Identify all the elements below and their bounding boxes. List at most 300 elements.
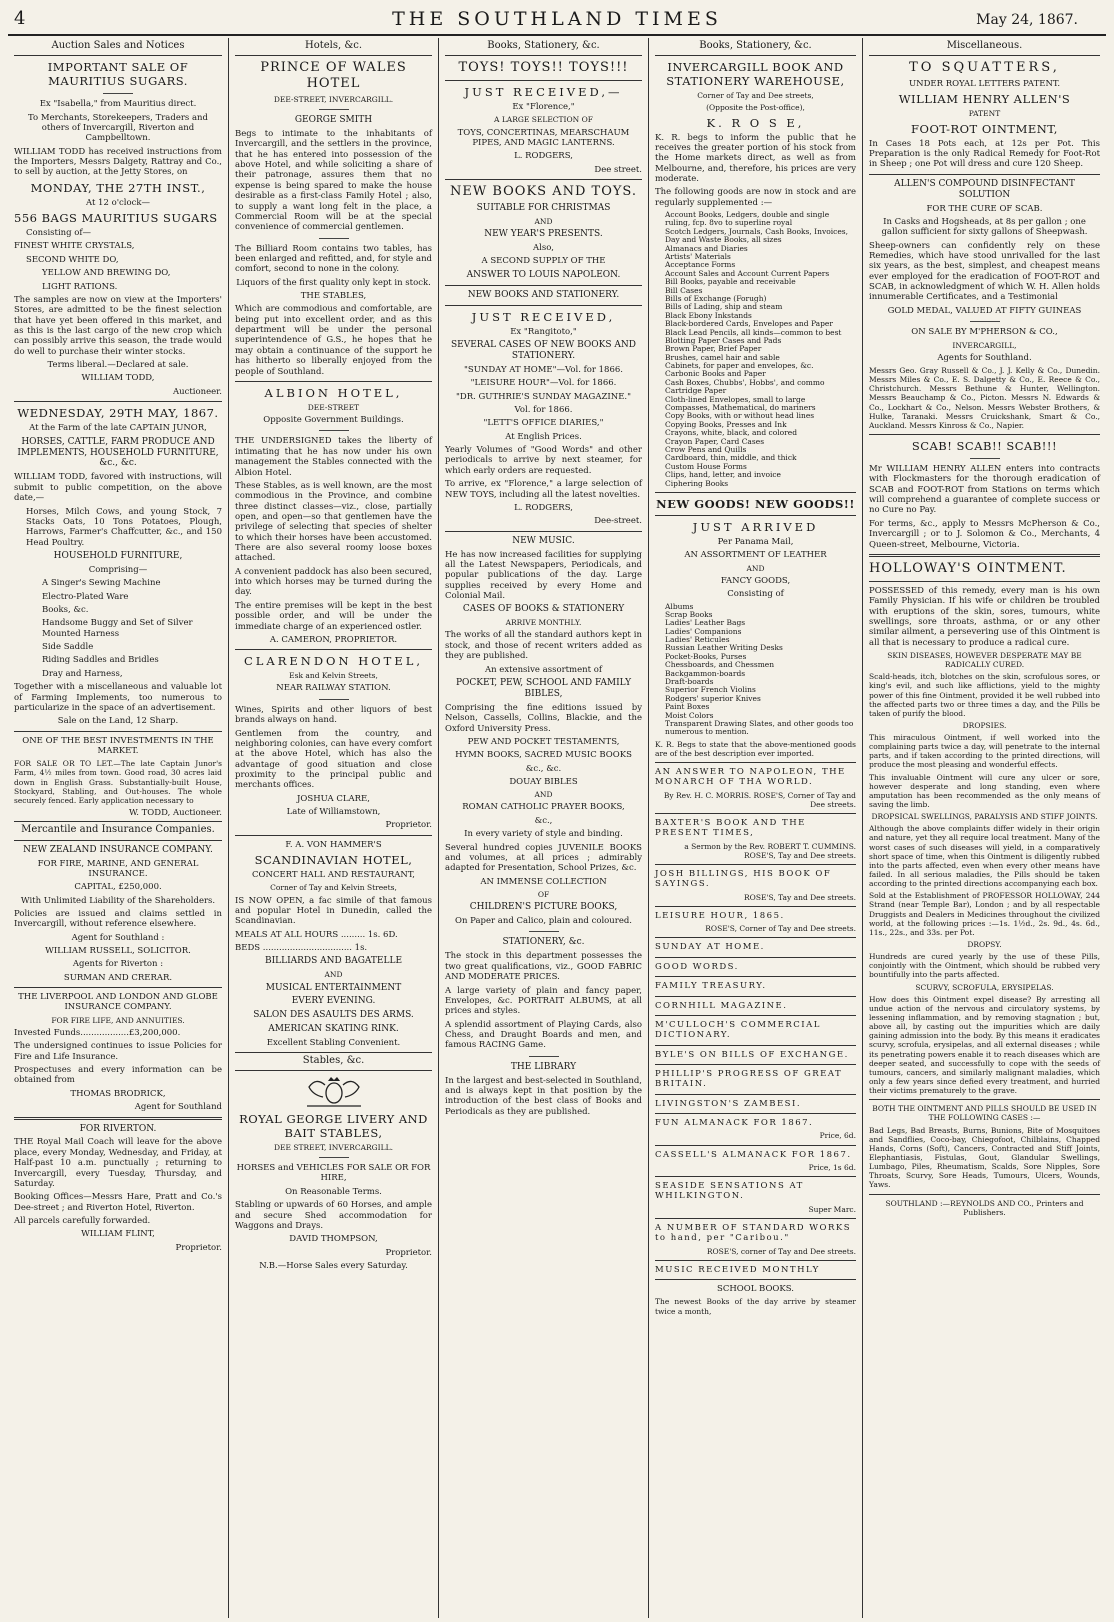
- ad-text: HYMN BOOKS, SACRED MUSIC BOOKS: [455, 750, 632, 761]
- ad-text: Dray and Harness,: [42, 668, 123, 679]
- ad-text: "LEISURE HOUR"—Vol. for 1866.: [470, 378, 617, 389]
- ad-text: MONDAY, THE 27TH INST.,: [30, 180, 206, 195]
- ad-text: Esk and Kelvin Streets,: [289, 671, 378, 681]
- ad-text: Yearly Volumes of "Good Words" and other periodicals to arrive by next steamer, for which early orders are requested.: [445, 445, 642, 476]
- ad-title: NEW BOOKS AND STATIONERY.: [467, 289, 620, 300]
- ad-text: AN ASSORTMENT OF LEATHER: [684, 550, 827, 561]
- ad-text: DOUAY BIBLES: [509, 776, 578, 787]
- ad-title: SCANDINAVIAN HOTEL,: [254, 853, 413, 868]
- ad-text: Stabling or upwards of 60 Horses, and ample and secure Shed accommodation for Waggons and Drays.: [235, 1200, 432, 1231]
- ad-text: THE Royal Mail Coach will leave for the above place, every Monday, Wednesday, and Friday, at Half-past 10 a.m. punctually ; returning to Invercargill, every Tuesday, Thursday, and Saturday.: [14, 1137, 222, 1189]
- ad-text: Excellent Stabling Convenient.: [266, 1038, 401, 1049]
- section-heading: Stables, &c.: [235, 1052, 432, 1071]
- ad-text: OF: [537, 890, 550, 899]
- ad-text: Begs to intimate to the inhabitants of Invercargill, and the settlers in the province, that he has entered into possession of the above Hotel, and while soliciting a share of their patronage, assures them that no expense is being spared to make the house desirable as a first-class Family Hotel ; also, to supply a want long felt in the place, a Commercial Room will be at the special convenience of commercial gentlemen.: [235, 129, 432, 233]
- ad-title: PRINCE OF WALES HOTEL: [260, 60, 407, 92]
- ad-text: Dee street.: [594, 164, 642, 175]
- ad-text: K. R. Begs to state that the above-mentioned goods are of the best description ever imported.: [655, 739, 856, 758]
- ad-text: HORSES, CATTLE, FARM PRODUCE AND IMPLEMENTS, HOUSEHOLD FURNITURE, &c., &c.: [17, 436, 219, 469]
- ad-text: TOYS, CONCERTINAS, MEARSCHAUM PIPES, AND MAGIC LANTERNS.: [457, 127, 630, 148]
- ad-text: In Cases 18 Pots each, at 12s per Pot. This Preparation is the only Radical Remedy for Foot-Rot in Sheep ; one Pot will dress and cure 120 Sheep.: [869, 138, 1100, 170]
- ad-text: AND: [324, 970, 343, 980]
- section-heading: Miscellaneous.: [869, 38, 1100, 56]
- ad-text: DEE STREET, INVERCARGILL.: [274, 1142, 393, 1152]
- ad-text: DEE-STREET: [307, 402, 360, 412]
- ad-text: SUITABLE FOR CHRISTMAS: [476, 202, 611, 213]
- list-item: Cash Boxes, Chubbs', Hobbs', and commo: [665, 377, 825, 387]
- ad-text: Horses, Milch Cows, and young Stock, 7 Stacks Oats, 10 Tons Potatoes, Plough, Harrows, Farmer's Chaffcutter, &c., and 150 Head Poultry.: [26, 506, 222, 548]
- columns: [8, 38, 1106, 1618]
- ad-text: AND: [534, 216, 553, 226]
- ad-text: Electro-Plated Ware: [42, 591, 129, 602]
- book-ad-sub: By Rev. H. C. MORRIS. ROSE'S, Corner of Tay and Dee streets.: [663, 790, 856, 809]
- ad-text: SALON DES ASAULTS DES ARMS.: [253, 1010, 414, 1021]
- ad-text: L. RODGERS,: [514, 151, 573, 162]
- ad-text: To arrive, ex "Florence," a large selection of NEW TOYS, including all the latest novelties.: [445, 479, 642, 500]
- ad-text: DROPSIES.: [962, 720, 1007, 730]
- ad-text: Per Panama Mail,: [717, 536, 794, 547]
- ad-text: The following goods are now in stock and are regularly supplemented :—: [655, 187, 856, 208]
- book-ad-title: LEISURE HOUR, 1865.: [655, 910, 785, 921]
- list-item: Black Lead Pencils, all kinds—common to best: [665, 327, 842, 337]
- ad-text: He has now increased facilities for supplying all the Latest Newspapers, Periodicals, and popular publications of the day. Large supplies received by every Home and Colonial Mail.: [445, 549, 642, 601]
- ad-text: Booking Offices—Messrs Hare, Pratt and Co.'s Dee-street ; and Riverton Hotel, Riverton.: [14, 1192, 222, 1213]
- ad-text: At 12 o'clock—: [85, 197, 151, 208]
- column-books-2: [648, 38, 862, 1618]
- book-ad-sub: Price, 1s 6d.: [808, 1162, 856, 1172]
- ad-text: Comprising—: [88, 564, 148, 575]
- book-ad-title: BYLE'S ON BILLS OF EXCHANGE.: [655, 1049, 849, 1060]
- ad-text: UNDER ROYAL LETTERS PATENT.: [908, 79, 1061, 90]
- ad-text: WILLIAM TODD,: [81, 373, 155, 384]
- ad-text: Hundreds are cured yearly by the use of these Pills, conjointly with the Ointment, which should be rubbed very bountifully into the parts affected.: [869, 952, 1100, 980]
- printer-imprint: SOUTHLAND :—REYNOLDS AND CO., Printers and Publishers.: [885, 1198, 1084, 1217]
- section-heading: Auction Sales and Notices: [14, 38, 222, 56]
- ad-text: POCKET, PEW, SCHOOL AND FAMILY BIBLES,: [455, 677, 632, 699]
- ad-text: Proprietor.: [385, 1247, 432, 1258]
- list-item: Crayons, white, black, and colored: [665, 428, 797, 438]
- book-ad-title: SUNDAY AT HOME.: [655, 942, 765, 953]
- ad-text: For terms, &c., apply to Messrs McPherson & Co., Invercargill ; or to J. Solomon & Co., Merchants, 4 Queen-street, Melbourne, Victoria.: [869, 518, 1100, 550]
- ad-text: POSSESSED of this remedy, every man is his own Family Physician. If his wife or children be troubled with eruptions of the skin, sores, tumours, white swellings, sore throats, asthma, or or any other similar ailment, a persevering use of this Ointment is all that is necessary to produce a radical cure.: [869, 585, 1100, 648]
- list-item: Account Sales and Account Current Papers: [665, 268, 830, 278]
- goods-list: [655, 211, 856, 488]
- section-heading: Books, Stationery, &c.: [445, 38, 642, 56]
- list-item: Black-bordered Cards, Envelopes and Paper: [665, 319, 833, 329]
- ad-text: Wines, Spirits and other liquors of best brands always on hand.: [235, 704, 432, 726]
- list-item: Clips, hand, letter, and invoice: [665, 470, 781, 480]
- ad-text: JUST ARRIVED: [692, 519, 819, 534]
- ad-text: K. R. begs to inform the public that he receives the greater portion of his stock from the Home markets direct, as well as from Melbourne, and, therefore, his prices are very moderate.: [655, 132, 856, 184]
- ad-title: WILLIAM HENRY ALLEN'S: [898, 92, 1071, 107]
- column-misc: [862, 38, 1106, 1618]
- ad-text: Prospectuses and every information can be obtained from: [14, 1065, 222, 1086]
- ad-text: A SECOND SUPPLY OF THE: [481, 256, 606, 267]
- rose-ads: [655, 762, 856, 1280]
- list-item: Brushes, camel hair and sable: [665, 352, 780, 362]
- ad-title: THE LIVERPOOL AND LONDON AND GLOBE INSURANCE COMPANY.: [18, 992, 218, 1013]
- ad-text: Handsome Buggy and Set of Silver Mounted Harness: [42, 618, 193, 639]
- section-heading: Hotels, &c.: [235, 38, 432, 56]
- page-number: 4: [14, 8, 26, 29]
- book-ad-title: CASSELL'S ALMANACK FOR 1867.: [655, 1149, 852, 1160]
- header-rule: [8, 34, 1106, 36]
- ad-title: TOYS! TOYS!! TOYS!!!: [458, 60, 629, 76]
- ad-text: Consisting of: [727, 589, 784, 600]
- ad-text: HORSES and VEHICLES FOR SALE OR FOR HIRE,: [236, 1163, 431, 1184]
- ad-text: In every variety of style and binding.: [464, 829, 623, 840]
- ad-text: CAPITAL, £250,000.: [74, 882, 162, 893]
- list-item: Pocket-Books, Purses: [665, 651, 747, 661]
- ad-text: Vol. for 1866.: [514, 404, 573, 415]
- masthead: THE SOUTHLAND TIMES: [392, 8, 722, 30]
- ad-text: Ex "Florence,": [512, 102, 575, 113]
- list-item: Copying Books, Presses and Ink: [665, 419, 787, 429]
- ad-text: Gentlemen from the country, and neighboring colonies, can have every comfort at the above Hotel, which has also the advantage of good situation and close proximity to the principal public and merchants offices.: [235, 728, 432, 791]
- ad-text: Comprising the fine editions issued by Nelson, Cassells, Collins, Blackie, and the Oxford University Press.: [445, 702, 642, 734]
- book-ad-title: JOSH BILLINGS, HIS BOOK OF SAYINGS.: [655, 869, 832, 890]
- list-item: Bill Books, payable and receivable: [665, 277, 796, 287]
- ad-text: BEDS ................................. 1s.: [235, 943, 368, 954]
- ad-text: CONCERT HALL AND RESTAURANT,: [252, 870, 415, 881]
- book-ad-sub: a Sermon by the Rev. ROBERT T. CUMMINS. ROSE'S, Tay and Dee streets.: [684, 841, 856, 860]
- ad-text: GEORGE SMITH: [294, 115, 373, 126]
- ad-text: PATENT: [968, 109, 1001, 119]
- ad-text: The Billiard Room contains two tables, has been enlarged and refitted, and, for style and comfort, second to none in the colony.: [235, 243, 432, 275]
- issue-date: May 24, 1867.: [976, 12, 1078, 28]
- ad-text: With Unlimited Liability of the Shareholders.: [20, 895, 216, 906]
- ad-text: Invested Funds..................£3,200,000.: [14, 1027, 181, 1038]
- book-ad-title: FAMILY TREASURY.: [655, 981, 767, 992]
- list-item: Crow Pens and Quills: [665, 444, 747, 454]
- ad-text: Together with a miscellaneous and valuable lot of Farming Implements, too numerous to particularize in the space of an advertisement.: [14, 682, 222, 713]
- ad-text: Proprietor.: [175, 1242, 222, 1253]
- ad-text: &c., &c.: [525, 763, 562, 774]
- book-ad-title: GOOD WORDS.: [655, 961, 739, 972]
- ad-text: Liquors of the first quality only kept in stock.: [236, 277, 431, 288]
- ad-text: W. TODD, Auctioneer.: [128, 808, 222, 819]
- list-item: Russian Leather Writing Desks: [665, 643, 783, 653]
- list-item: Bill Cases: [665, 285, 703, 295]
- book-ad-sub: Super Marc.: [808, 1204, 856, 1214]
- ad-text: MEALS AT ALL HOURS ......... 1s. 6D.: [235, 929, 398, 940]
- list-item: Brown Paper, Brief Paper: [665, 344, 762, 354]
- ad-title: TO SQUATTERS,: [909, 60, 1060, 76]
- ad-text: "LETT'S OFFICE DIARIES,": [483, 418, 604, 429]
- ad-text: HOUSEHOLD FURNITURE,: [53, 550, 183, 561]
- ad-text: A. CAMERON, PROPRIETOR.: [269, 634, 398, 645]
- list-item: Chessboards, and Chessmen: [665, 660, 775, 670]
- ad-text: FOR FIRE, MARINE, AND GENERAL INSURANCE.: [37, 858, 199, 879]
- ad-text: Auctioneer.: [173, 386, 222, 397]
- ad-title: HOLLOWAY'S OINTMENT.: [869, 560, 1067, 576]
- ad-text: Terms liberal.—Declared at sale.: [47, 360, 189, 371]
- list-item: Cloth-lined Envelopes, small to large: [665, 394, 806, 404]
- ad-title: FOOT-ROT OINTMENT,: [911, 121, 1058, 136]
- ad-text: SEVERAL CASES OF NEW BOOKS AND STATIONERY.: [451, 339, 636, 361]
- ad-text: NEAR RAILWAY STATION.: [276, 683, 391, 694]
- list-item: Draft-boards: [665, 677, 714, 687]
- list-item: Crayon Paper, Card Cases: [665, 436, 765, 446]
- ad-text: FOR THE CURE OF SCAB.: [926, 203, 1043, 214]
- ad-text: Consisting of—: [26, 228, 92, 239]
- ad-text: WILLIAM RUSSELL, SOLICITOR.: [45, 946, 191, 957]
- book-ad-title: MUSIC RECEIVED MONTHLY: [655, 1264, 820, 1275]
- ad-text: Also,: [532, 242, 555, 253]
- ad-text: At English Prices.: [505, 431, 582, 442]
- ad-title: STATIONERY, &c.: [502, 937, 585, 948]
- ad-text: CHILDREN'S PICTURE BOOKS,: [469, 902, 618, 913]
- list-item: Artists' Materials: [665, 251, 731, 261]
- ad-text: A convenient paddock has also been secured, into which horses may be turned during the day.: [235, 566, 432, 598]
- ad-text: To Merchants, Storekeepers, Traders and others of Invercargill, Riverton and Campbelltown.: [28, 112, 208, 144]
- ad-text: Although the above complaints differ widely in their origin and nature, yet they all require local treatment. Many of the worst cases of such diseases will yield, in a comparatively short space of time, when this Ointment is diligently rubbed into the parts affected, even when every other means have failed. In all serious maladies, the Pills should be taken according to the printed directions accompanying each box.: [869, 824, 1100, 889]
- list-item: Moist Colors: [665, 710, 714, 720]
- list-item: Copy Books, with or without head lines: [665, 411, 815, 421]
- ad-text: The stock in this department possesses the two great qualifications, viz., GOOD FABRIC AND MODERATE PRICES.: [445, 951, 642, 983]
- list-item: Black Ebony Inkstands: [665, 310, 752, 320]
- ad-text: THE UNDERSIGNED takes the liberty of intimating that he has now under his own management the Stables connected with the Albion Hotel.: [235, 436, 432, 478]
- ad-text: On Reasonable Terms.: [285, 1186, 382, 1197]
- book-ad-title: M'CULLOCH'S COMMERCIAL DICTIONARY.: [655, 1019, 821, 1041]
- ad-text: A Singer's Sewing Machine: [42, 578, 161, 589]
- book-ad-title: BAXTER'S BOOK AND THE PRESENT TIMES,: [655, 818, 806, 839]
- ad-text: PEW AND POCKET TESTAMENTS,: [467, 736, 620, 747]
- ad-text: AND: [746, 563, 765, 573]
- ad-text: Bad Legs, Bad Breasts, Burns, Bunions, Bite of Mosquitoes and Sandflies, Coco-bay, Chiegofoot, Chilblains, Chapped Hands, Corns (Soft), Cancers, Contracted and Stiff Joints, Elephantiasis, Fistulas, Gout, Glandular Swellings, Lumbago, Piles, Rheumatism, Scalds, Sore Nipples, Sore Throats, Scurvy, Sore Heads, Tumours, Ulcers, Wounds, Yaws.: [869, 1125, 1100, 1190]
- ad-text: Messrs Geo. Gray Russell & Co., J. J. Kelly & Co., Dunedin. Messrs Miles & Co., E. S. Dalgetty & Co., E. Reece & Co., Christchurch. Messrs Bethune & Hunter, Wellington. Messrs Beauchamp & Co., Picton. Messrs N. Edwards & Co., Lockhart & Co., Nelson. Messrs Webster Brothers, & Hulke, Taranaki. Messrs Cruickshank, Smart & Co., Auckland. Messrs Kinross & Co., Napier.: [869, 366, 1100, 430]
- list-item: Rodgers' superior Knives: [665, 693, 761, 703]
- ad-text: L. RODGERS,: [514, 502, 573, 513]
- book-ad-sub: ROSE'S, corner of Tay and Dee streets.: [706, 1246, 856, 1256]
- book-ad-title: PHILLIP'S PROGRESS OF GREAT BRITAIN.: [655, 1068, 843, 1090]
- section-heading: Books, Stationery, &c.: [655, 38, 856, 56]
- ad-text: Dee-street.: [594, 516, 642, 527]
- ad-text: AMERICAN SKATING RINK.: [268, 1024, 399, 1035]
- ad-text: The undersigned continues to issue Policies for Fire and Life Insurance.: [14, 1041, 222, 1062]
- ad-text: Books, &c.: [42, 605, 89, 615]
- ad-text: Agents for Southland.: [937, 352, 1032, 363]
- ad-title: WEDNESDAY, 29TH MAY, 1867.: [17, 406, 219, 421]
- ad-text: DAVID THOMPSON,: [289, 1234, 378, 1245]
- list-item: Backgammon-boards: [665, 668, 746, 678]
- ad-text: Ex "Rangitoto,": [510, 326, 577, 337]
- list-item: Scrap Books: [665, 609, 713, 619]
- ad-text: DROPSY.: [967, 940, 1002, 950]
- ad-text: SKIN DISEASES, HOWEVER DESPERATE MAY BE RADICALLY CURED.: [887, 650, 1082, 670]
- ad-text: Agent for Southland :: [71, 932, 165, 943]
- ad-text: "SUNDAY AT HOME"—Vol. for 1866.: [464, 364, 623, 375]
- fancy-goods-list: [655, 603, 856, 737]
- ad-text: Sheep-owners can confidently rely on these Remedies, which have stood unrivalled for the last six years, as the best, simplest, and cheapest means ever employed for the eradication of FOOT-ROT and SCAB, in acknowledgment of which W. H. Allen holds innumerable Certificates, and a Testimonial: [869, 240, 1100, 303]
- book-ad-title: SEASIDE SENSATIONS AT WHILKINGTON.: [655, 1181, 804, 1202]
- ad-text: An extensive assortment of: [484, 664, 602, 675]
- ad-text: AN IMMENSE COLLECTION: [480, 876, 607, 887]
- ad-text: SECOND WHITE DO,: [26, 254, 119, 265]
- ad-title: ONE OF THE BEST INVESTMENTS IN THE MARKET.: [22, 735, 214, 756]
- ad-text: &c.,: [534, 815, 553, 826]
- list-item: Carbonic Books and Paper: [665, 369, 766, 379]
- ad-text: YELLOW AND BREWING DO,: [42, 268, 171, 279]
- page-header: [0, 0, 1114, 34]
- list-item: Albums: [665, 601, 694, 611]
- ad-text: Sold at the Establishment of PROFESSOR HOLLOWAY, 244 Strand (near Temple Bar), London ; and by all respectable Druggists and Dealers in Medicines throughout the civilized world, at the following prices :—1s. 1½d., 2s. 9d., 4s. 6d., 11s., 22s., and 33s. per Pot.: [869, 891, 1100, 937]
- ad-title: SCAB! SCAB!! SCAB!!!: [911, 439, 1058, 454]
- ad-text: Policies are issued and claims settled in Invercargill, without reference elsewhere.: [14, 908, 222, 930]
- ad-text: Late of Williamstown,: [286, 807, 381, 818]
- ad-text: K. R O S E,: [706, 115, 805, 130]
- ad-text: A splendid assortment of Playing Cards, also Chess, and Draught Boards and men, and famous RACING Game.: [445, 1019, 642, 1051]
- ad-text: Proprietor.: [385, 820, 432, 831]
- ad-text: ANSWER TO LOUIS NAPOLEON.: [466, 269, 621, 280]
- ad-title: NEW ZEALAND INSURANCE COMPANY.: [23, 844, 213, 855]
- ad-text: DEE-STREET, INVERCARGILL.: [273, 94, 394, 104]
- ad-text: SCHOOL BOOKS.: [717, 1284, 794, 1295]
- ad-headline: 556 BAGS MAURITIUS SUGARS: [14, 211, 218, 226]
- ad-title: ALBION HOTEL,: [264, 385, 403, 400]
- ad-text: Scald-heads, itch, blotches on the skin, scrofulous sores, or king's evil, and such like afflictions, yield to the mighty power of this fine Ointment, provided it be well rubbed into the affected parts two or three times a day, and the Pills be taken of purify the blood.: [869, 672, 1100, 718]
- ad-title: NEW GOODS! NEW GOODS!!: [656, 496, 855, 511]
- ad-text: Riding Saddles and Bridles: [42, 655, 159, 666]
- list-item: Cardboard, thin, middle, and thick: [665, 453, 797, 463]
- ad-text: Corner of Tay and Kelvin Streets,: [270, 883, 397, 893]
- ad-text: A LARGE SELECTION OF: [494, 115, 593, 125]
- ad-text: In the largest and best-selected in Southland, and is always kept in that position by the introduction of the best class of Books and Periodicals as they are published.: [445, 1075, 642, 1117]
- ad-text: Agents for Riverton :: [72, 959, 164, 970]
- ad-text: JOSHUA CLARE,: [297, 793, 370, 804]
- ad-text: The newest Books of the day arrive by steamer twice a month,: [655, 1297, 856, 1316]
- list-item: Account Books, Ledgers, double and single ruling, fcp. 8vo to superline royal: [665, 210, 830, 228]
- ad-title: FOR RIVERTON.: [79, 1123, 157, 1134]
- book-ad-sub: Price, 6d.: [819, 1131, 856, 1141]
- book-ad-title: FUN ALMANACK FOR 1867.: [655, 1118, 814, 1129]
- ad-title: NEW BOOKS AND TOYS.: [449, 184, 638, 199]
- ad-text: JUST RECEIVED,: [471, 309, 616, 324]
- royal-crest-icon: [299, 1075, 369, 1109]
- list-item: Ciphering Books: [665, 478, 729, 488]
- ad-text: This invaluable Ointment will cure any ulcer or sore, however desperate and long standing, even where amputation has been recommended as the only means of saving the limb.: [869, 772, 1100, 810]
- ad-text: The samples are now on view at the Importers' Stores, are admitted to be the finest selection that have yet been offered in this market, and as this is the last cargo of the new crop which can possibly arrive this season, the trade would do well to purchase their winter stocks.: [14, 294, 222, 357]
- list-item: Scotch Ledgers, Journals, Cash Books, Invoices, Day and Waste Books, all sizes: [665, 226, 848, 245]
- list-item: Ladies' Companions: [665, 626, 742, 636]
- list-item: Acceptance Forms: [665, 260, 736, 270]
- ad-text: This miraculous Ointment, if well worked into the complaining parts twice a day, will penetrate to the internal parts, and if taken according to the printed directions, will produce the most pleasing and wonderful effects.: [869, 733, 1100, 770]
- ad-text: The entire premises will be kept in the best possible order, and will be under the immediate charge of an experienced ostler.: [235, 600, 432, 632]
- ad-text: "DR. GUTHRIE'S SUNDAY MAGAZINE.": [455, 391, 632, 402]
- ad-text: ON SALE BY M'PHERSON & CO.,: [911, 327, 1058, 338]
- ad-text: THE STABLES,: [300, 291, 367, 302]
- ad-text: NEW YEAR'S PRESENTS.: [484, 228, 603, 239]
- ad-text: All parcels carefully forwarded.: [14, 1215, 151, 1226]
- book-ad-title: CORNHILL MAGAZINE.: [655, 1000, 788, 1011]
- list-item: Paint Boxes: [665, 702, 710, 712]
- ad-text: AND: [534, 790, 553, 800]
- ad-text: Sale on the Land, 12 Sharp.: [57, 716, 179, 727]
- ad-text: In Casks and Hogsheads, at 8s per gallon ; one gallon sufficient for sixty gallons of Sheepwash.: [881, 216, 1088, 238]
- ad-text: GOLD MEDAL, VALUED AT FIFTY GUINEAS: [887, 305, 1082, 316]
- ad-text: INVERCARGILL,: [952, 340, 1017, 350]
- ad-title: ROYAL GEORGE LIVERY AND BAIT STABLES,: [239, 1111, 428, 1140]
- ad-text: F. A. VON HAMMER'S: [285, 839, 382, 850]
- ad-text: WILLIAM FLINT,: [81, 1229, 155, 1240]
- ad-text: LIGHT RATIONS.: [42, 281, 118, 292]
- book-ad-title: LIVINGSTON'S ZAMBESI.: [655, 1098, 802, 1109]
- ad-text: N.B.—Horse Sales every Saturday.: [259, 1260, 408, 1271]
- ad-text: BOTH THE OINTMENT AND PILLS SHOULD BE USED IN THE FOLLOWING CASES :—: [872, 1104, 1097, 1123]
- ad-text: ARRIVE MONTHLY.: [505, 618, 582, 628]
- ad-text: At the Farm of the late CAPTAIN JUNOR,: [29, 423, 207, 434]
- ad-text: ROMAN CATHOLIC PRAYER BOOKS,: [462, 802, 625, 813]
- column-auctions: [8, 38, 228, 1618]
- book-ad-sub: ROSE'S, Corner of Tay and Dee streets.: [705, 924, 856, 934]
- ad-text: DROPSICAL SWELLINGS, PARALYSIS AND STIFF JOINTS.: [871, 812, 1098, 822]
- ad-text: Which are commodious and comfortable, are being put into excellent order, and as this department will be under the personal superintendence of G.S., he hopes that he may obtain a continuance of the support he has hitherto so liberally enjoyed from the people of Southland.: [235, 304, 432, 377]
- list-item: Cartridge Paper: [665, 386, 727, 396]
- list-item: Ladies' Leather Bags: [665, 618, 746, 628]
- list-item: Bills of Lading, ship and steam: [665, 302, 783, 312]
- ad-title: THE LIBRARY: [510, 1061, 577, 1072]
- ad-text: Several hundred copies JUVENILE BOOKS and volumes, at all prices ; admirably adapted for Presentation, School Prizes, &c.: [445, 842, 642, 874]
- ad-text: WILLIAM TODD has received instructions from the Importers, Messrs Dalgety, Rattray and Co., to sell by auction, at the Jetty Stores, on: [14, 146, 222, 178]
- ad-text: (Opposite the Post-office),: [706, 103, 805, 113]
- book-ad-title: A NUMBER OF STANDARD WORKS to hand, per "Caribou.": [655, 1222, 852, 1244]
- ad-text: FINEST WHITE CRYSTALS,: [14, 241, 135, 252]
- list-item: Blotting Paper Cases and Pads: [665, 335, 782, 345]
- ad-text: WILLIAM TODD, favored with instructions, will submit to public competition, on the above date,—: [14, 472, 222, 504]
- list-item: Ladies' Reticules: [665, 635, 730, 645]
- ad-text: SURMAN AND CRERAR.: [63, 972, 173, 983]
- ad-text: Agent for Southland: [134, 1102, 222, 1113]
- ad-text: Mr WILLIAM HENRY ALLEN enters into contracts with Flockmasters for the thorough eradication of SCAB and FOOT-ROT from Stations on terms which will comprehend a guarantee of complete success or no Cure no Pay.: [869, 464, 1100, 516]
- ad-text: These Stables, as is well known, are the most commodious in the Province, and combine three distinct classes—viz., close, partially open, and open—so that gentlemen have the privilege of selecting that species of shelter to which their horses have been accustomed. There are also several roomy loose boxes attached.: [235, 480, 432, 564]
- ad-text: IS NOW OPEN, a fac simile of that famous and popular Hotel in Dunedin, called the Scandinavian.: [235, 895, 432, 927]
- ad-title: IMPORTANT SALE OF MAURITIUS SUGARS.: [47, 60, 189, 89]
- ad-text: EVERY EVENING.: [291, 996, 376, 1007]
- ad-text: A large variety of plain and fancy paper, Envelopes, &c. PORTRAIT ALBUMS, at all prices and styles.: [445, 985, 642, 1017]
- ad-text: Corner of Tay and Dee streets,: [697, 91, 814, 101]
- ad-text: JUST RECEIVED,—: [464, 85, 623, 100]
- column-books-1: [438, 38, 648, 1618]
- ad-title: CLARENDON HOTEL,: [243, 654, 424, 669]
- ad-text: FOR SALE OR TO LET.—The late Captain Junor's Farm, 4½ miles from town. Good road, 30 acres laid down in English Grass. Substantially-built House, Stockyard, Stabling, and Out-houses. The whole securely fenced. Early application necessary to: [14, 759, 222, 805]
- ad-text: SCURVY, SCROFULA, ERYSIPELAS.: [915, 982, 1054, 992]
- ad-title: INVERCARGILL BOOK AND STATIONERY WAREHOUSE,: [666, 60, 845, 89]
- book-ad-sub: ROSE'S, Tay and Dee streets.: [744, 892, 856, 902]
- ad-text: How does this Ointment expel disease? By arresting all undue action of the nervous and circulatory systems, by lessening inflammation, and by removing stagnation ; but, above all, by casting out the impurities which are daily gaining admission into the body. By this means it eradicates scurvy, scrofula, erysipelas, and all external diseases ; while its penetrating powers enable it to reach diseases which are deeper seated, and successfully to cope with the seeds of tumours, cancers, and similarly malignant maladies, which only a few years since defied every treatment, and hurried their victims prematurely to the grave.: [869, 994, 1100, 1096]
- ad-text: Opposite Government Buildings.: [263, 415, 404, 426]
- list-item: Superior French Violins: [665, 685, 756, 695]
- ad-text: FOR FIRE LIFE, AND ANNUITIES.: [51, 1015, 185, 1025]
- ad-text: MUSICAL ENTERTAINMENT: [265, 982, 402, 993]
- ad-title: ALLEN'S COMPOUND DISINFECTANT SOLUTION: [894, 178, 1075, 200]
- ad-text: Ex "Isabella," from Mauritius direct.: [39, 99, 197, 110]
- ad-text: CASES OF BOOKS & STATIONERY: [462, 604, 625, 615]
- ad-text: FANCY GOODS,: [720, 575, 791, 586]
- column-hotels: [228, 38, 438, 1618]
- list-item: Compasses, Mathematical, do mariners: [665, 403, 816, 413]
- list-item: Almanacs and Diaries: [665, 243, 748, 253]
- section-heading: Mercantile and Insurance Companies.: [14, 821, 222, 840]
- list-item: Cabinets, for paper and envelopes, &c.: [665, 361, 814, 371]
- ad-text: The works of all the standard authors kept in stock, and those of recent writers added as they are published.: [445, 630, 642, 662]
- list-item: Bills of Exchange (Forugh): [665, 293, 767, 303]
- ad-title: NEW MUSIC.: [512, 535, 575, 546]
- ad-text: On Paper and Calico, plain and coloured.: [455, 916, 632, 927]
- list-item: Custom House Forms: [665, 461, 747, 471]
- ad-text: BILLIARDS AND BAGATELLE: [264, 956, 403, 967]
- ad-text: THOMAS BRODRICK,: [70, 1088, 166, 1099]
- book-ad-title: AN ANSWER TO NAPOLEON, THE MONARCH OF THA WORLD.: [655, 767, 846, 788]
